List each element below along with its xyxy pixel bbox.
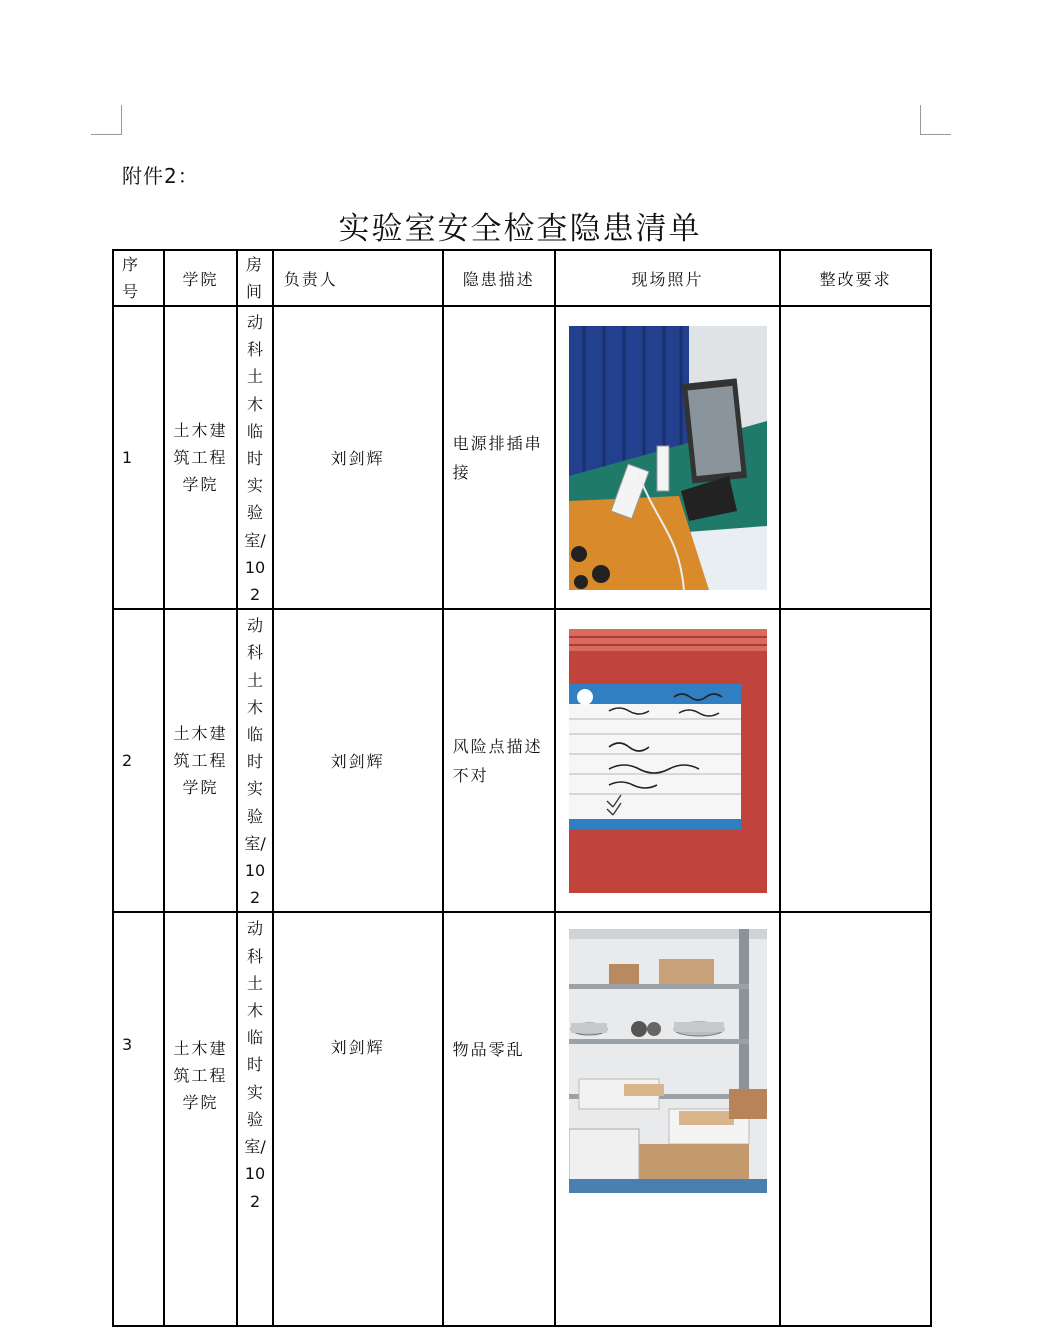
header-responsible: 负责人 [273,250,443,306]
page-corner-mark-top-right [920,134,951,135]
row-hazard: 物品零乱 [443,912,555,1326]
row-responsible: 刘剑辉 [273,306,443,609]
table-header-row [113,250,931,306]
page-corner-mark-top-left [121,105,122,135]
page-corner-mark-top-right [920,105,921,135]
attachment-label: 附件2： [122,164,199,188]
power-strip-photo [569,326,767,590]
cluttered-shelf-photo [569,929,767,1193]
row-photo [555,306,780,609]
row-no: 2 [113,609,164,912]
header-hazard: 隐患描述 [443,250,555,306]
row-college: 土木建筑工程学院 [164,912,238,1326]
row-college: 土木建筑工程学院 [164,609,238,912]
row-photo [555,609,780,912]
row-room: 动科土木临时实验室/102 [237,609,272,912]
hazard-table [112,249,932,1327]
header-college: 学院 [164,250,238,306]
row-photo [555,912,780,1326]
row-no: 3 [113,912,164,1326]
row-responsible: 刘剑辉 [273,609,443,912]
header-no: 序 号 [113,250,164,306]
header-photo: 现场照片 [555,250,780,306]
table-row [113,306,931,609]
row-requirement [780,912,931,1326]
table-row [113,912,931,1326]
safety-sign-photo [569,629,767,893]
row-hazard: 电源排插串接 [443,306,555,609]
row-requirement [780,306,931,609]
row-college: 土木建筑工程学院 [164,306,238,609]
row-hazard: 风险点描述不对 [443,609,555,912]
table-row [113,609,931,912]
row-room: 动科土木临时实验室/102 [237,912,272,1326]
row-room: 动科土木临时实验室/102 [237,306,272,609]
header-room: 房 间 [237,250,272,306]
row-responsible: 刘剑辉 [273,912,443,1326]
header-requirement: 整改要求 [780,250,931,306]
row-no: 1 [113,306,164,609]
page-corner-mark-top-left [91,134,122,135]
page-title: 实验室安全检查隐患清单 [338,211,702,247]
row-requirement [780,609,931,912]
